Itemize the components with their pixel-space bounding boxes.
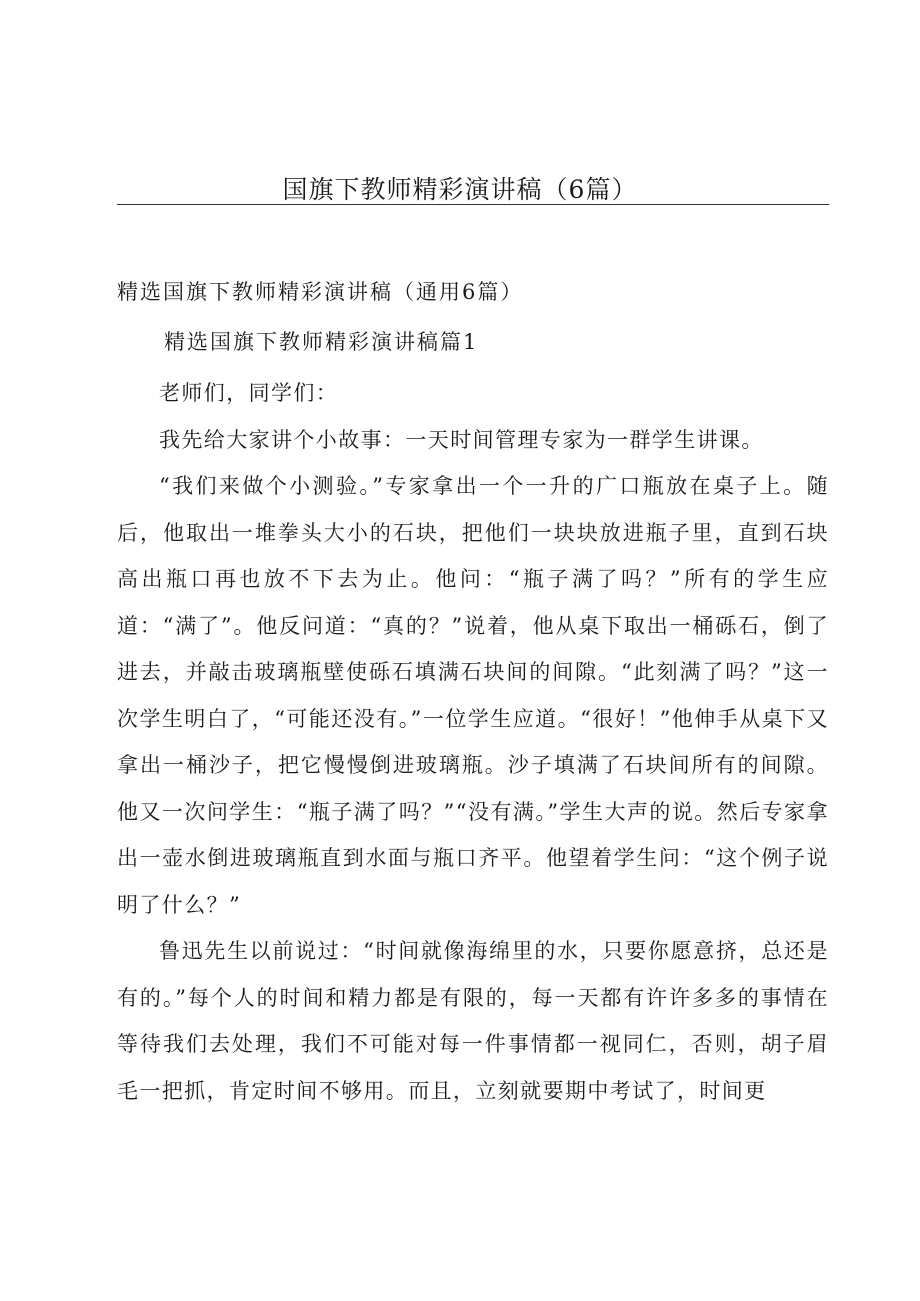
- title-underline: [117, 204, 829, 205]
- document-subtitle: 精选国旗下教师精彩演讲稿（通用6篇）: [117, 280, 524, 304]
- document-title: 国旗下教师精彩演讲稿（6篇）: [282, 175, 638, 204]
- body-text: [117, 370, 829, 1114]
- paragraph: 鲁迅先生以前说过：“时间就像海绵里的水，只要你愿意挤，总还是有的。”每个人的时间和精力都是有限的，每一天都有许许多多的事情在等待我们去处理，我们不可能对每一件事情都一视同仁，否则，胡子眉毛一把抓，肯定时间不够用。而且，立刻就要期中考试了，时间更: [117, 939, 829, 1103]
- paragraph: 我先给大家讲个小故事：一天时间管理专家为一群学生讲课。: [159, 427, 764, 452]
- paragraph: “我们来做个小测验。”专家拿出一个一升的广口瓶放在桌子上。随后，他取出一堆拳头大小的石块，把他们一块块放进瓶子里，直到石块高出瓶口再也放不下去为止。他问：“瓶子满了吗？”所有的学生应道：“满了”。他反问道：“真的？”说着，他从桌下取出一桶砾石，倒了进去，并敲击玻璃瓶壁使砾石填满石块间的间隙。“此刻满了吗？”这一次学生明白了，“可能还没有。”一位学生应道。“很好！”他伸手从桌下又拿出一桶沙子，把它慢慢倒进玻璃瓶。沙子填满了石块间所有的间隙。他又一次问学生：“瓶子满了吗？”“没有满。”学生大声的说。然后专家拿出一壶水倒进玻璃瓶直到水面与瓶口齐平。他望着学生问：“这个例子说明了什么？”: [117, 474, 829, 917]
- section-heading: 精选国旗下教师精彩演讲稿篇1: [164, 330, 479, 354]
- paragraph-salutation: 老师们，同学们：: [159, 381, 339, 405]
